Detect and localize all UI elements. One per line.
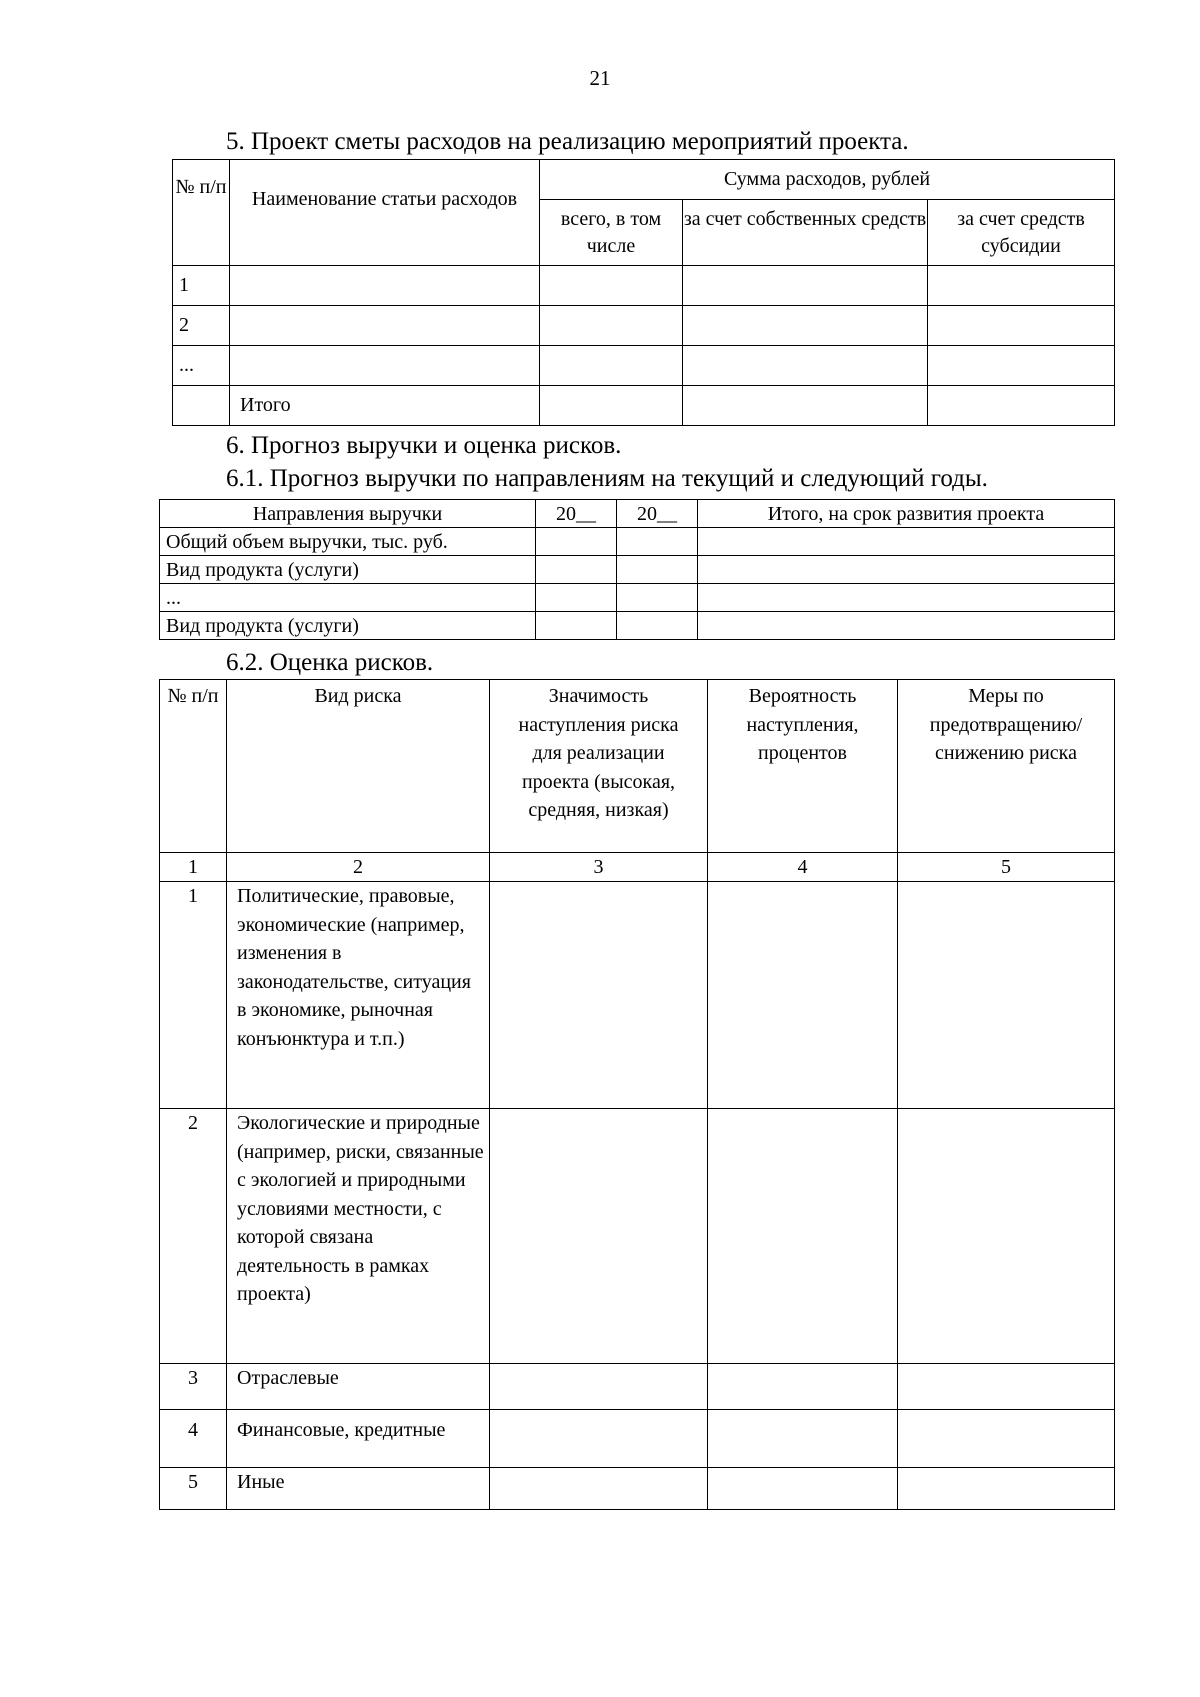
expense-estimate-table: [172, 159, 1115, 426]
cell-subsidy: [928, 346, 1115, 386]
cell-own: [683, 386, 928, 426]
row-num: ...: [173, 346, 230, 386]
cell-year-1: [536, 556, 617, 584]
cell-significance: [490, 1468, 708, 1510]
header-year-1: 20__: [536, 500, 617, 528]
revenue-row-label: Общий объем выручки, тыс. руб.: [160, 528, 536, 556]
cell-significance: [490, 1364, 708, 1410]
risk-type: Иные: [227, 1468, 490, 1510]
cell-year-2: [617, 612, 698, 640]
header-measures: Меры по предотвращению/ снижению риска: [898, 680, 1115, 853]
cell-year-1: [536, 584, 617, 612]
revenue-row-label: Вид продукта (услуги): [160, 556, 536, 584]
cell-year-2: [617, 528, 698, 556]
table-row: [173, 266, 1115, 306]
table-row: [160, 528, 1115, 556]
revenue-row-label: Вид продукта (услуги): [160, 612, 536, 640]
row-name: [230, 306, 540, 346]
header-revenue-total: Итого, на срок развития проекта: [698, 500, 1115, 528]
risk-num: 5: [160, 1468, 227, 1510]
column-number: 3: [490, 853, 708, 882]
column-number: 4: [708, 853, 898, 882]
revenue-row-label: ...: [160, 584, 536, 612]
cell-total: [698, 584, 1115, 612]
cell-probability: [708, 1468, 898, 1510]
risk-num: 4: [160, 1410, 227, 1468]
table-row: [160, 584, 1115, 612]
section-6-2-title: 6.2. Оценка рисков.: [226, 649, 434, 676]
header-num: № п/п: [173, 160, 230, 266]
cell-significance: [490, 1410, 708, 1468]
table-row: [160, 556, 1115, 584]
row-name: [230, 346, 540, 386]
cell-total: [540, 306, 683, 346]
table-row: [160, 1410, 1115, 1468]
table-row: [160, 1468, 1115, 1510]
cell-total: [540, 386, 683, 426]
header-risk-type: Вид риска: [227, 680, 490, 853]
cell-measures: [898, 1410, 1115, 1468]
header-expense-name: Наименование статьи расходов: [230, 160, 540, 266]
cell-subsidy: [928, 306, 1115, 346]
cell-own: [683, 346, 928, 386]
table-row: [160, 612, 1115, 640]
row-name: [230, 266, 540, 306]
revenue-forecast-table: [159, 499, 1115, 640]
header-revenue-direction: Направления выручки: [160, 500, 536, 528]
cell-significance: [490, 882, 708, 1109]
cell-measures: [898, 1468, 1115, 1510]
column-number: 5: [898, 853, 1115, 882]
cell-year-1: [536, 528, 617, 556]
risk-type: Отраслевые: [227, 1364, 490, 1410]
cell-measures: [898, 1109, 1115, 1364]
cell-year-2: [617, 556, 698, 584]
header-probability: Вероятность наступления, процентов: [708, 680, 898, 853]
risk-assessment-table: [159, 679, 1115, 1510]
risk-type: Экологические и природные (например, риски, связанные с экологией и природными условиями местности, с которой связана деятельность в рамках проекта): [227, 1109, 490, 1364]
cell-significance: [490, 1109, 708, 1364]
cell-subsidy: [928, 386, 1115, 426]
section-6-title: 6. Прогноз выручки и оценка рисков.: [226, 432, 622, 459]
cell-total: [698, 612, 1115, 640]
cell-probability: [708, 1109, 898, 1364]
cell-total: [698, 556, 1115, 584]
cell-subsidy: [928, 266, 1115, 306]
cell-measures: [898, 882, 1115, 1109]
row-total-label: Итого: [230, 386, 540, 426]
cell-total: [540, 266, 683, 306]
page-number: 21: [589, 66, 611, 90]
table-row: [173, 386, 1115, 426]
header-year-2: 20__: [617, 500, 698, 528]
cell-total: [698, 528, 1115, 556]
header-total: всего, в том числе: [540, 200, 683, 266]
table-row: [160, 1109, 1115, 1364]
cell-own: [683, 306, 928, 346]
table-row: [160, 882, 1115, 1109]
row-num: 1: [173, 266, 230, 306]
risk-num: 2: [160, 1109, 227, 1364]
row-num: [173, 386, 230, 426]
table-row: [160, 1364, 1115, 1410]
cell-measures: [898, 1364, 1115, 1410]
row-num: 2: [173, 306, 230, 346]
risk-type: Политические, правовые, экономические (например, изменения в законодательстве, ситуация в экономике, рыночная конъюнктура и т.п.): [227, 882, 490, 1109]
header-own-funds: за счет собственных средств: [683, 200, 928, 266]
cell-probability: [708, 1410, 898, 1468]
header-subsidy: за счет средств субсидии: [928, 200, 1115, 266]
cell-own: [683, 266, 928, 306]
cell-probability: [708, 1364, 898, 1410]
column-number: 2: [227, 853, 490, 882]
table-row: [173, 346, 1115, 386]
risk-type: Финансовые, кредитные: [227, 1410, 490, 1468]
cell-year-1: [536, 612, 617, 640]
header-num: № п/п: [160, 680, 227, 853]
cell-year-2: [617, 584, 698, 612]
table-row: [173, 306, 1115, 346]
cell-probability: [708, 882, 898, 1109]
header-sum: Сумма расходов, рублей: [540, 160, 1115, 200]
cell-total: [540, 346, 683, 386]
risk-num: 1: [160, 882, 227, 1109]
section-5-title: 5. Проект сметы расходов на реализацию мероприятий проекта.: [226, 128, 909, 155]
section-6-1-title: 6.1. Прогноз выручки по направлениям на текущий и следующий годы.: [226, 465, 988, 492]
header-significance: Значимость наступления риска для реализации проекта (высокая, средняя, низкая): [490, 680, 708, 853]
risk-num: 3: [160, 1364, 227, 1410]
column-number: 1: [160, 853, 227, 882]
